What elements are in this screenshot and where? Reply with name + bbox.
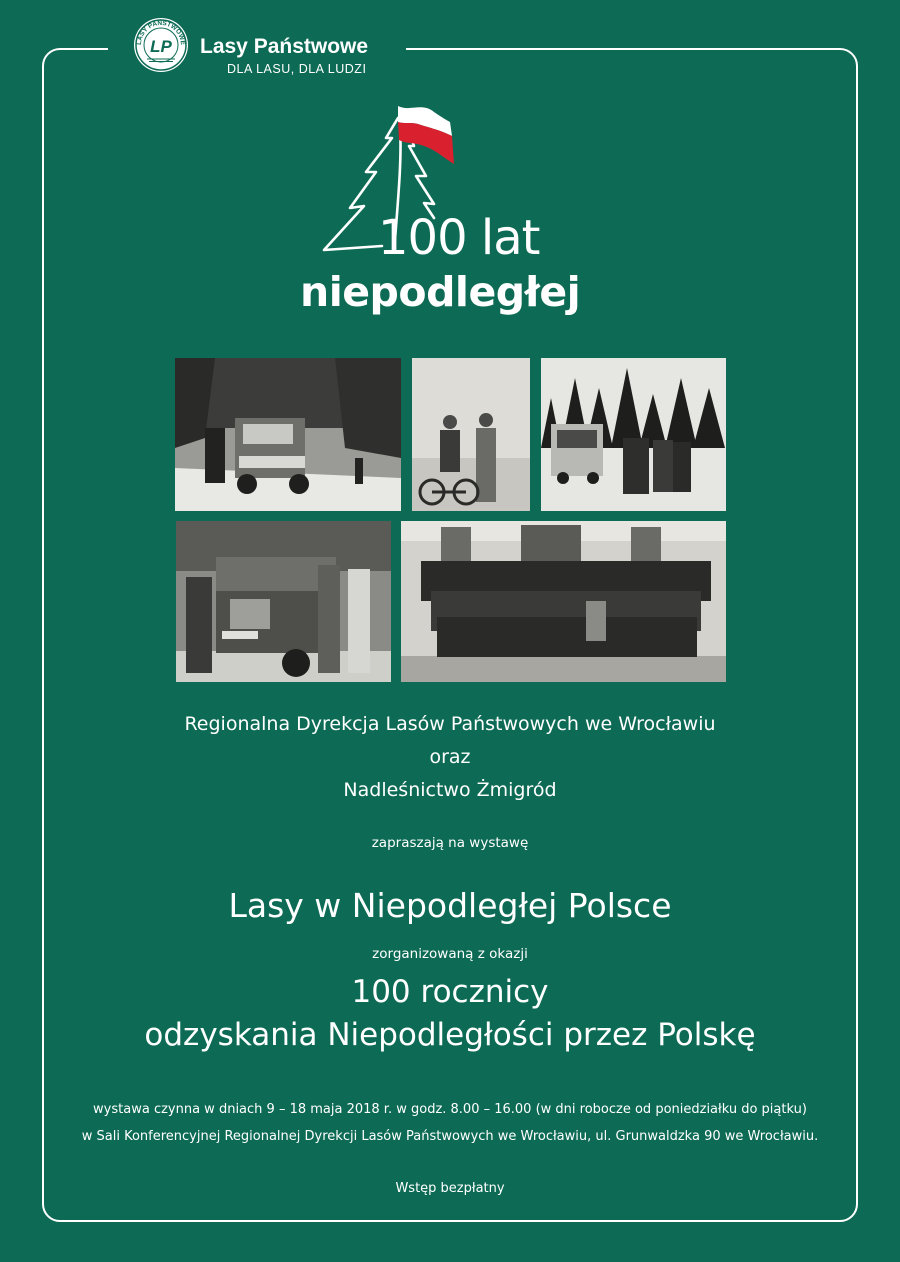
photo-men-by-truck — [176, 521, 391, 682]
photo-men-with-bicycle — [412, 358, 530, 511]
organizer-conjunction: oraz — [429, 746, 471, 768]
exhibition-venue: w Sali Konferencyjnej Regionalnej Dyrekcji Lasów Państwowych we Wrocławiu, ul. Grunwaldzka 90 we Wrocławiu. — [81, 1129, 819, 1144]
organizer-nadlesnictwo: Nadleśnictwo Żmigród — [343, 779, 557, 801]
emblem-100-lat: 100 lat — [378, 210, 540, 266]
occasion-intro: zorganizowaną z okazji — [372, 946, 528, 962]
logo-letters: LP — [150, 37, 172, 56]
invite-text: zapraszają na wystawę — [371, 835, 529, 851]
occasion-line-1: 100 rocznicy — [351, 974, 549, 1010]
emblem-niepodleglej: niepodległej — [300, 268, 581, 316]
exhibition-dates: wystawa czynna w dniach 9 – 18 maja 2018 r. w godz. 8.00 – 16.00 (w dni robocze od poniedziałku do piątku) — [93, 1102, 807, 1117]
brand-name: Lasy Państwowe — [200, 35, 369, 58]
photo-foresters-group-portrait — [401, 521, 726, 682]
brand-tagline: DLA LASU, DLA LUDZI — [227, 62, 367, 76]
logo-ring-text: LASY PAŃSTWOWE — [135, 19, 187, 46]
admission-note: Wstęp bezpłatny — [395, 1181, 505, 1196]
organizer-rdlp: Regionalna Dyrekcja Lasów Państwowych we Wrocławiu — [184, 713, 716, 735]
photo-truck-in-snowy-forest — [175, 358, 401, 511]
lasy-panstwowe-logo — [133, 17, 189, 73]
occasion-line-2: odzyskania Niepodległości przez Polskę — [144, 1017, 756, 1053]
photo-van-in-snow — [541, 358, 726, 511]
exhibition-title: Lasy w Niepodległej Polsce — [228, 886, 672, 925]
